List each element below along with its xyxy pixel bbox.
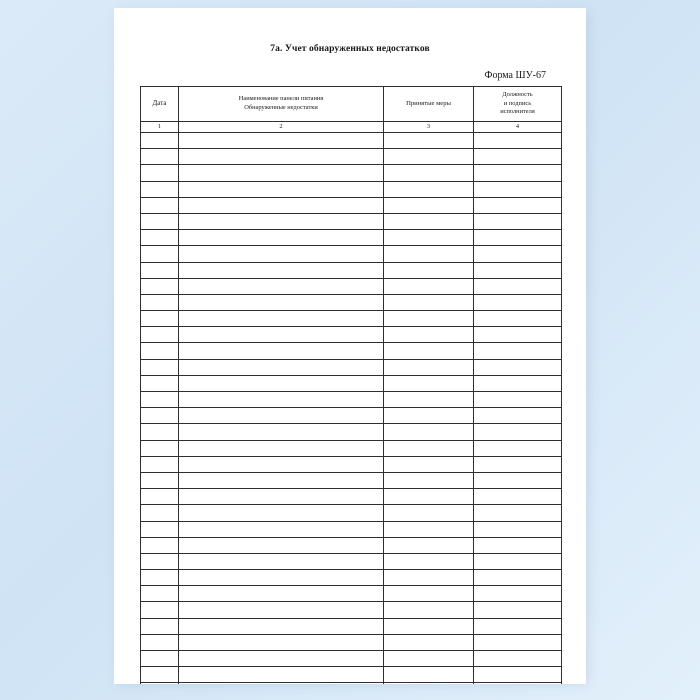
column-number-4: 4 xyxy=(474,122,562,133)
table-row[interactable] xyxy=(141,213,562,229)
column-header-measures: Принятые меры xyxy=(384,87,474,122)
cell-signature[interactable] xyxy=(474,683,562,684)
column-header-date: Дата xyxy=(141,87,179,122)
table-row[interactable] xyxy=(141,408,562,424)
cell-measures[interactable] xyxy=(384,246,474,262)
cell-signature[interactable] xyxy=(474,197,562,213)
cell-signature[interactable] xyxy=(474,537,562,553)
cell-panel-name[interactable] xyxy=(179,440,384,456)
cell-panel-name[interactable] xyxy=(179,197,384,213)
table-row[interactable] xyxy=(141,311,562,327)
cell-date[interactable] xyxy=(141,456,179,472)
cell-panel-name[interactable] xyxy=(179,246,384,262)
cell-date[interactable] xyxy=(141,489,179,505)
cell-panel-name[interactable] xyxy=(179,537,384,553)
cell-date[interactable] xyxy=(141,311,179,327)
cell-measures[interactable] xyxy=(384,586,474,602)
cell-date[interactable] xyxy=(141,294,179,310)
cell-signature[interactable] xyxy=(474,294,562,310)
cell-date[interactable] xyxy=(141,570,179,586)
cell-panel-name[interactable] xyxy=(179,570,384,586)
cell-panel-name[interactable] xyxy=(179,521,384,537)
cell-panel-name[interactable] xyxy=(179,181,384,197)
table-row[interactable] xyxy=(141,165,562,181)
cell-signature[interactable] xyxy=(474,262,562,278)
table-row[interactable] xyxy=(141,618,562,634)
cell-measures[interactable] xyxy=(384,537,474,553)
column-number-2: 2 xyxy=(179,122,384,133)
cell-date[interactable] xyxy=(141,586,179,602)
cell-signature[interactable] xyxy=(474,570,562,586)
table-header xyxy=(141,87,562,133)
cell-measures[interactable] xyxy=(384,408,474,424)
cell-measures[interactable] xyxy=(384,294,474,310)
cell-date[interactable] xyxy=(141,359,179,375)
table-row[interactable] xyxy=(141,392,562,408)
cell-measures[interactable] xyxy=(384,651,474,667)
table-row[interactable] xyxy=(141,197,562,213)
cell-measures[interactable] xyxy=(384,392,474,408)
cell-panel-name[interactable] xyxy=(179,359,384,375)
cell-measures[interactable] xyxy=(384,521,474,537)
cell-signature[interactable] xyxy=(474,505,562,521)
table-row[interactable] xyxy=(141,586,562,602)
cell-measures[interactable] xyxy=(384,570,474,586)
cell-signature[interactable] xyxy=(474,634,562,650)
cell-date[interactable] xyxy=(141,230,179,246)
form-code-label: Форма ШУ-67 xyxy=(484,70,546,81)
cell-date[interactable] xyxy=(141,165,179,181)
table-row[interactable] xyxy=(141,278,562,294)
cell-measures[interactable] xyxy=(384,213,474,229)
table-row[interactable] xyxy=(141,133,562,149)
cell-signature[interactable] xyxy=(474,424,562,440)
cell-signature[interactable] xyxy=(474,278,562,294)
cell-signature[interactable] xyxy=(474,440,562,456)
table-row[interactable] xyxy=(141,472,562,488)
cell-date[interactable] xyxy=(141,683,179,684)
cell-signature[interactable] xyxy=(474,618,562,634)
cell-date[interactable] xyxy=(141,392,179,408)
table-row[interactable] xyxy=(141,294,562,310)
cell-signature[interactable] xyxy=(474,521,562,537)
table-row[interactable] xyxy=(141,456,562,472)
cell-panel-name[interactable] xyxy=(179,424,384,440)
cell-panel-name[interactable] xyxy=(179,133,384,149)
cell-measures[interactable] xyxy=(384,472,474,488)
cell-panel-name[interactable] xyxy=(179,327,384,343)
cell-signature[interactable] xyxy=(474,553,562,569)
cell-panel-name[interactable] xyxy=(179,667,384,683)
cell-date[interactable] xyxy=(141,278,179,294)
cell-date[interactable] xyxy=(141,262,179,278)
cell-signature[interactable] xyxy=(474,343,562,359)
cell-date[interactable] xyxy=(141,343,179,359)
column-number-3: 3 xyxy=(384,122,474,133)
cell-panel-name[interactable] xyxy=(179,683,384,684)
cell-measures[interactable] xyxy=(384,489,474,505)
cell-measures[interactable] xyxy=(384,278,474,294)
cell-panel-name[interactable] xyxy=(179,602,384,618)
table-row[interactable] xyxy=(141,181,562,197)
cell-signature[interactable] xyxy=(474,667,562,683)
table-row[interactable] xyxy=(141,440,562,456)
table-row[interactable] xyxy=(141,505,562,521)
cell-measures[interactable] xyxy=(384,553,474,569)
table-row[interactable] xyxy=(141,651,562,667)
table-row[interactable] xyxy=(141,149,562,165)
table-row[interactable] xyxy=(141,521,562,537)
cell-panel-name[interactable] xyxy=(179,408,384,424)
cell-measures[interactable] xyxy=(384,327,474,343)
cell-measures[interactable] xyxy=(384,667,474,683)
table-row[interactable] xyxy=(141,634,562,650)
cell-panel-name[interactable] xyxy=(179,311,384,327)
table-row[interactable] xyxy=(141,537,562,553)
cell-panel-name[interactable] xyxy=(179,165,384,181)
cell-signature[interactable] xyxy=(474,586,562,602)
cell-measures[interactable] xyxy=(384,311,474,327)
defects-register-table xyxy=(140,86,562,684)
table-row[interactable] xyxy=(141,570,562,586)
cell-signature[interactable] xyxy=(474,246,562,262)
cell-measures[interactable] xyxy=(384,165,474,181)
cell-measures[interactable] xyxy=(384,683,474,684)
cell-measures[interactable] xyxy=(384,456,474,472)
column-header-panel-name: Наименование панели питания Обнаруженные недостатки xyxy=(179,87,384,122)
cell-signature[interactable] xyxy=(474,602,562,618)
cell-signature[interactable] xyxy=(474,472,562,488)
table-row[interactable] xyxy=(141,246,562,262)
table-row[interactable] xyxy=(141,553,562,569)
cell-measures[interactable] xyxy=(384,133,474,149)
table-row[interactable] xyxy=(141,424,562,440)
cell-panel-name[interactable] xyxy=(179,618,384,634)
cell-panel-name[interactable] xyxy=(179,553,384,569)
cell-date[interactable] xyxy=(141,618,179,634)
cell-date[interactable] xyxy=(141,149,179,165)
cell-date[interactable] xyxy=(141,440,179,456)
cell-signature[interactable] xyxy=(474,392,562,408)
cell-panel-name[interactable] xyxy=(179,634,384,650)
cell-date[interactable] xyxy=(141,651,179,667)
cell-panel-name[interactable] xyxy=(179,456,384,472)
table-row[interactable] xyxy=(141,327,562,343)
cell-date[interactable] xyxy=(141,505,179,521)
cell-measures[interactable] xyxy=(384,602,474,618)
cell-date[interactable] xyxy=(141,537,179,553)
cell-measures[interactable] xyxy=(384,424,474,440)
column-number-1: 1 xyxy=(141,122,179,133)
cell-date[interactable] xyxy=(141,327,179,343)
cell-panel-name[interactable] xyxy=(179,586,384,602)
cell-panel-name[interactable] xyxy=(179,149,384,165)
cell-date[interactable] xyxy=(141,521,179,537)
column-number-row xyxy=(141,122,562,133)
cell-measures[interactable] xyxy=(384,181,474,197)
cell-signature[interactable] xyxy=(474,181,562,197)
cell-panel-name[interactable] xyxy=(179,343,384,359)
cell-date[interactable] xyxy=(141,424,179,440)
cell-measures[interactable] xyxy=(384,440,474,456)
table-header-row xyxy=(141,87,562,122)
table-body xyxy=(141,133,562,685)
cell-signature[interactable] xyxy=(474,359,562,375)
table-row[interactable] xyxy=(141,667,562,683)
cell-panel-name[interactable] xyxy=(179,375,384,391)
cell-date[interactable] xyxy=(141,181,179,197)
cell-panel-name[interactable] xyxy=(179,651,384,667)
cell-signature[interactable] xyxy=(474,327,562,343)
cell-signature[interactable] xyxy=(474,651,562,667)
cell-signature[interactable] xyxy=(474,408,562,424)
page-title: 7а. Учет обнаруженных недостатков xyxy=(270,44,430,54)
table-row[interactable] xyxy=(141,489,562,505)
cell-panel-name[interactable] xyxy=(179,505,384,521)
cell-date[interactable] xyxy=(141,472,179,488)
cell-measures[interactable] xyxy=(384,343,474,359)
table-row[interactable] xyxy=(141,375,562,391)
cell-date[interactable] xyxy=(141,375,179,391)
cell-signature[interactable] xyxy=(474,456,562,472)
table-row[interactable] xyxy=(141,343,562,359)
cell-panel-name[interactable] xyxy=(179,213,384,229)
cell-panel-name[interactable] xyxy=(179,278,384,294)
cell-signature[interactable] xyxy=(474,149,562,165)
table-row[interactable] xyxy=(141,602,562,618)
table-row[interactable] xyxy=(141,683,562,684)
table-row[interactable] xyxy=(141,262,562,278)
cell-signature[interactable] xyxy=(474,165,562,181)
cell-panel-name[interactable] xyxy=(179,392,384,408)
cell-signature[interactable] xyxy=(474,133,562,149)
cell-date[interactable] xyxy=(141,213,179,229)
cell-date[interactable] xyxy=(141,246,179,262)
cell-panel-name[interactable] xyxy=(179,294,384,310)
cell-panel-name[interactable] xyxy=(179,262,384,278)
cell-date[interactable] xyxy=(141,602,179,618)
cell-date[interactable] xyxy=(141,408,179,424)
cell-date[interactable] xyxy=(141,133,179,149)
cell-signature[interactable] xyxy=(474,213,562,229)
cell-signature[interactable] xyxy=(474,489,562,505)
cell-panel-name[interactable] xyxy=(179,489,384,505)
cell-measures[interactable] xyxy=(384,634,474,650)
cell-date[interactable] xyxy=(141,634,179,650)
cell-signature[interactable] xyxy=(474,375,562,391)
cell-measures[interactable] xyxy=(384,230,474,246)
column-header-signature: Должность и подпись исполнителя xyxy=(474,87,562,122)
cell-measures[interactable] xyxy=(384,375,474,391)
cell-panel-name[interactable] xyxy=(179,472,384,488)
cell-date[interactable] xyxy=(141,667,179,683)
cell-measures[interactable] xyxy=(384,618,474,634)
cell-panel-name[interactable] xyxy=(179,230,384,246)
cell-measures[interactable] xyxy=(384,197,474,213)
cell-date[interactable] xyxy=(141,553,179,569)
cell-measures[interactable] xyxy=(384,262,474,278)
cell-date[interactable] xyxy=(141,197,179,213)
cell-measures[interactable] xyxy=(384,505,474,521)
document-page xyxy=(114,8,586,684)
cell-measures[interactable] xyxy=(384,149,474,165)
cell-signature[interactable] xyxy=(474,311,562,327)
cell-signature[interactable] xyxy=(474,230,562,246)
table-row[interactable] xyxy=(141,359,562,375)
table-row[interactable] xyxy=(141,230,562,246)
cell-measures[interactable] xyxy=(384,359,474,375)
